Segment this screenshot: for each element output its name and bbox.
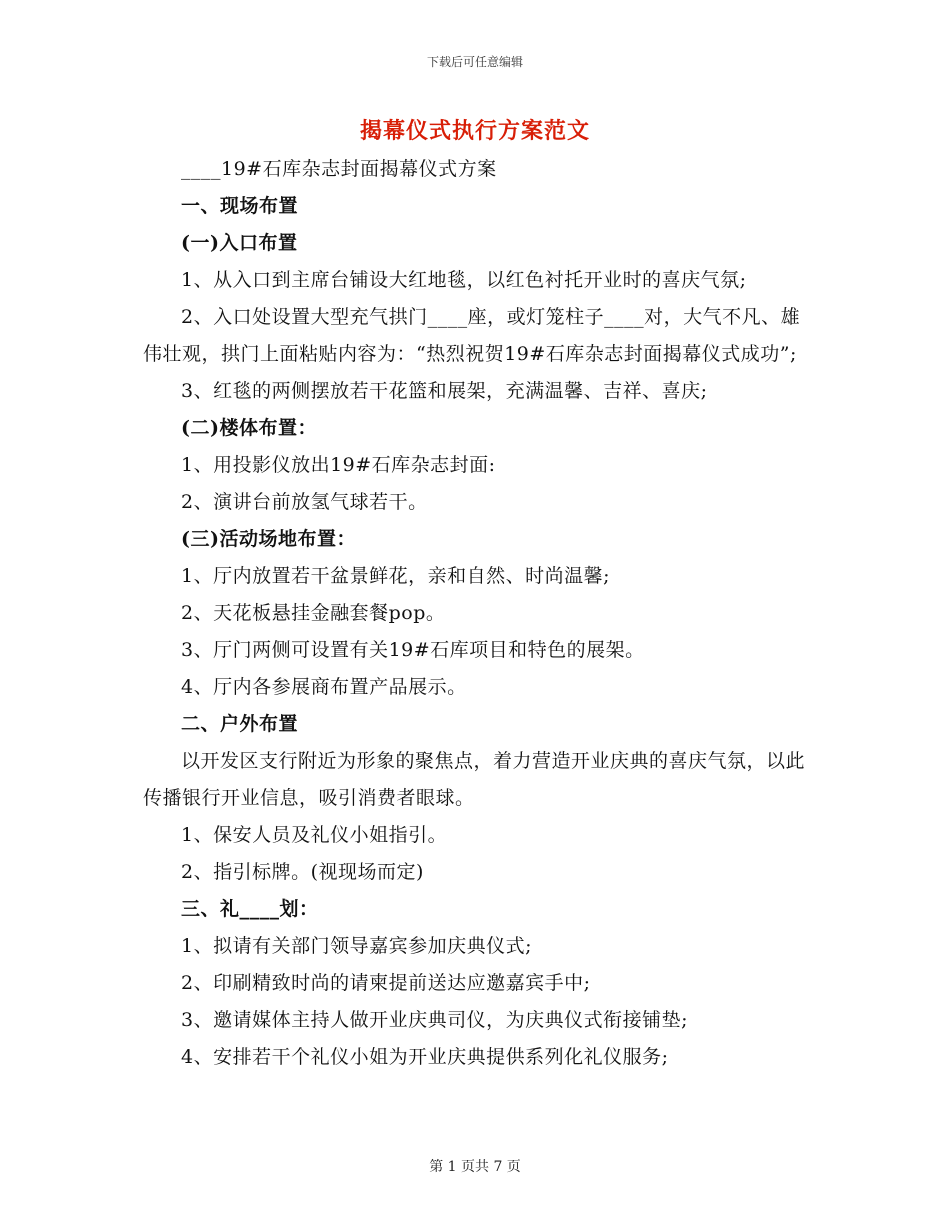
- section-heading-2: 二、户外布置: [181, 713, 299, 735]
- paragraph-7: 1、用投影仪放出19#石库杂志封面:: [181, 454, 496, 476]
- paragraph-17: 2、指引标牌。(视现场而定): [181, 861, 424, 883]
- paragraph-3: 1、从入口到主席台铺设大红地毯，以红色衬托开业时的喜庆气氛;: [181, 269, 747, 291]
- paragraph-13: 4、厅内各参展商布置产品展示。: [181, 676, 467, 698]
- document-body: [143, 151, 813, 1076]
- header-note: 下载后可任意编辑: [426, 55, 523, 69]
- paragraph-15: 以开发区支行附近为形象的聚焦点，着力营造开业庆典的喜庆气氛，以此传播银行开业信息，吸引消费者眼球。: [143, 750, 806, 809]
- paragraph-10: 1、厅内放置若干盆景鲜花，亲和自然、时尚温馨;: [181, 565, 610, 587]
- paragraph-21: 3、邀请媒体主持人做开业庆典司仪，为庆典仪式衔接铺垫;: [181, 1009, 688, 1031]
- paragraph-5: 3、红毯的两侧摆放若干花篮和展架，充满温馨、吉祥、喜庆;: [181, 380, 708, 402]
- section-heading-1: 一、现场布置: [181, 195, 299, 217]
- section-heading-3: 三、礼____划：: [181, 898, 319, 920]
- subsection-heading-1-2: (二)楼体布置：: [181, 417, 317, 439]
- page-number: 第 1 页共 7 页: [429, 1159, 521, 1175]
- paragraph-20: 2、印刷精致时尚的请柬提前送达应邀嘉宾手中;: [181, 972, 591, 994]
- paragraph-11: 2、天花板悬挂金融套餐pop。: [181, 602, 446, 624]
- paragraph-19: 1、拟请有关部门领导嘉宾参加庆典仪式;: [181, 935, 532, 957]
- paragraph-12: 3、厅门两侧可设置有关19#石库项目和特色的展架。: [181, 639, 645, 661]
- paragraph-4: 2、入口处设置大型充气拱门____座，或灯笼柱子____对，大气不凡、雄伟壮观，拱门上面粘贴内容为：“热烈祝贺19#石库杂志封面揭幕仪式成功”;: [143, 306, 801, 365]
- paragraph-8: 2、演讲台前放氢气球若干。: [181, 491, 428, 513]
- subsection-heading-1-3: (三)活动场地布置：: [181, 528, 356, 550]
- paragraph-0: ____19#石库杂志封面揭幕仪式方案: [181, 158, 497, 180]
- paragraph-16: 1、保安人员及礼仪小姐指引。: [181, 824, 448, 846]
- subsection-heading-1-1: (一)入口布置: [181, 232, 298, 254]
- document-title: 揭幕仪式执行方案范文: [359, 118, 590, 144]
- paragraph-22: 4、安排若干个礼仪小姐为开业庆典提供系列化礼仪服务;: [181, 1046, 669, 1068]
